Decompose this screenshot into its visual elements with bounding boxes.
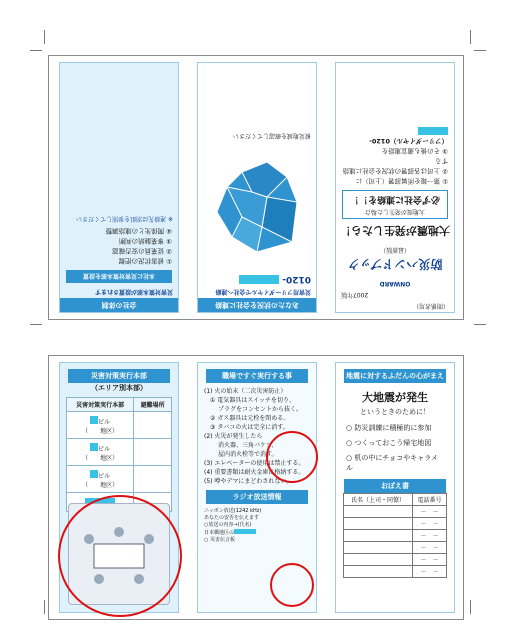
hq-bar: 本社に災害対策本部を設置	[66, 270, 172, 283]
table-cell: － －	[413, 566, 447, 578]
table-cell	[344, 530, 413, 542]
list-item: ③ 事業継続の判断	[118, 237, 172, 245]
callout-box	[342, 190, 448, 219]
radio-text: 日本橋地区の	[204, 530, 235, 536]
list-item	[342, 126, 448, 146]
red-highlight-circle	[270, 563, 314, 607]
radio-line: ニッポン放送(1242 kHz)	[204, 508, 262, 514]
table-header: 災害対策実行本部	[67, 398, 134, 412]
phone-redacted	[239, 275, 279, 284]
cover-year: 2007年版	[341, 291, 369, 298]
section-title: (1) 火の始末（二次災害防止）	[204, 388, 287, 395]
cover-panel	[335, 62, 455, 313]
table-row	[344, 554, 447, 566]
list-item: ② 上司は各部署の状況を会社に連絡する	[342, 157, 448, 175]
contacts-heading: おぼえ書	[344, 479, 446, 493]
table-cell	[134, 466, 172, 493]
radio-line: ○ 災害伝言板	[204, 537, 235, 543]
table-header-row	[67, 398, 172, 412]
company-system-heading: 会社の体制	[60, 298, 178, 312]
table-row	[344, 542, 447, 554]
radio-heading: ラジオ放送情報	[206, 490, 308, 504]
table-row	[344, 566, 447, 578]
list-item: ○ 防災訓練に積極的に参加	[346, 424, 432, 432]
list-item: ② 従業員の安否確認	[112, 247, 172, 255]
crop-mark	[474, 324, 486, 325]
top-sheet	[48, 55, 464, 320]
actions-heading: 職場ですぐ実行する事	[206, 369, 308, 383]
phone-redacted	[418, 127, 448, 135]
crop-mark	[44, 30, 45, 44]
preparedness-subline: というときのために！	[360, 408, 430, 416]
section-title: (5) 噂やデマにまどわされない。	[204, 478, 293, 485]
contact-line: 災害用フリーダイヤルで会社へ連絡	[215, 288, 311, 295]
cell-text: ビル	[98, 445, 111, 453]
redacted-block	[90, 470, 98, 478]
company-system-sub: 災害対策本部が設置されます	[94, 288, 173, 295]
preparedness-panel	[335, 362, 455, 613]
callout-main: 必ず会社に連絡を！！	[350, 194, 441, 204]
crop-mark	[474, 50, 486, 51]
redacted-block	[90, 443, 98, 451]
table-cell: － －	[413, 518, 447, 530]
list-item: ② ガス器具は元栓を閉める。	[210, 415, 290, 422]
cover-title: 防災ハンドブック	[347, 257, 443, 271]
table-header: 避難場所	[134, 398, 172, 412]
table-header-row	[344, 494, 447, 506]
hq-panel	[59, 362, 179, 613]
section-title: (3) エレベーターの使用は禁止する。	[204, 460, 305, 467]
cell-text: （ 地区）	[82, 427, 119, 435]
cell-text: ビル	[98, 472, 111, 480]
table-cell: － －	[413, 530, 447, 542]
list-item: ④ 関係先との連絡調整	[105, 227, 172, 235]
brand-logo: ONWARD	[379, 280, 411, 287]
contact-heading: あなたの状況を会社に連絡	[198, 298, 316, 312]
table-row	[67, 412, 172, 439]
preparedness-heading: 地震に対するふだんの心がまえ	[344, 369, 446, 383]
contacts-table	[343, 493, 447, 578]
table-row	[344, 506, 447, 518]
table-row	[344, 530, 447, 542]
table-cell	[344, 518, 413, 530]
cell-text: （ 地区）	[82, 454, 119, 462]
cell-text: （ 地区）	[82, 481, 119, 489]
table-cell	[344, 506, 413, 518]
actions-panel	[197, 362, 317, 613]
company-items	[66, 226, 172, 266]
table-cell	[344, 554, 413, 566]
phone-prefix: 0120-	[282, 274, 311, 284]
table-row	[67, 439, 172, 466]
map-note: 被災地域を確認してください	[232, 132, 311, 139]
section-title: (2) 火災が発生したら	[204, 433, 263, 440]
table-row	[67, 466, 172, 493]
table-cell: － －	[413, 542, 447, 554]
list-item: ① 第一報を所属部署（上司）に	[355, 177, 448, 185]
red-highlight-circle	[266, 431, 318, 483]
cover-steps	[342, 126, 448, 186]
list-item: プラグをコンセントから抜く。	[218, 406, 302, 413]
crop-mark	[470, 600, 471, 614]
list-item: 消火器、三角バケツ、	[218, 442, 278, 449]
contact-map-panel	[197, 62, 317, 313]
hq-heading: 災害対策実行本部	[68, 369, 170, 383]
table-cell: － －	[413, 554, 447, 566]
list-item: ○ つくっておこう帰宅地図	[346, 439, 432, 447]
contact-phone	[203, 275, 311, 284]
company-note: ※ 連絡先は別紙を参照してください	[76, 215, 173, 222]
freedial-label: （フリーダイヤル）0120-	[369, 137, 448, 145]
list-item: ③ タバコの火は完全に消す。	[210, 424, 289, 431]
crop-mark	[30, 324, 42, 325]
radio-line: ○放送の内容→(氏名)	[204, 522, 252, 528]
callout-top: 大地震が発生した場合	[365, 208, 426, 215]
table-cell: － －	[413, 506, 447, 518]
section-title: (4) 重要書類は耐火金庫に格納する。	[204, 469, 305, 476]
table-cell	[134, 439, 172, 466]
redacted-block	[234, 529, 256, 534]
table-cell	[344, 542, 413, 554]
list-item: 屋内消火栓等で消す。	[218, 451, 278, 458]
cover-headline: 大地震が発生したら！	[340, 224, 450, 237]
radio-line	[204, 529, 310, 537]
preparedness-headline: 大地震が発生	[362, 391, 428, 404]
cell-text: ビル	[98, 418, 111, 426]
bottom-sheet	[48, 355, 464, 620]
company-system-panel	[59, 62, 179, 313]
japan-map	[202, 142, 312, 272]
crop-mark	[30, 50, 42, 51]
list-item: ① 被害状況の把握	[118, 257, 172, 265]
table-cell	[67, 466, 134, 493]
list-item: ① 電気器具はスイッチを切り、	[210, 397, 296, 404]
hq-sub: （エリア別本部）	[91, 384, 147, 392]
table-cell	[67, 412, 134, 439]
crop-mark	[44, 600, 45, 614]
table-header: 氏名（上司・同僚）	[344, 494, 413, 506]
radio-info	[204, 508, 310, 544]
crop-mark	[470, 30, 471, 44]
list-item: ③ その後も適宜連絡を	[381, 147, 448, 155]
table-cell	[67, 439, 134, 466]
table-cell	[134, 412, 172, 439]
red-highlight-circle	[58, 495, 182, 617]
list-item: ○ 机の中にチョコやキャラメル	[346, 454, 438, 472]
table-cell	[344, 566, 413, 578]
cover-edition: （最新版）	[380, 246, 411, 253]
redacted-block	[90, 416, 98, 424]
radio-line: あなたの安否を伝えます	[204, 515, 260, 521]
cover-label: （関係者用）	[412, 302, 449, 309]
table-row	[344, 518, 447, 530]
table-header: 電話番号	[413, 494, 447, 506]
